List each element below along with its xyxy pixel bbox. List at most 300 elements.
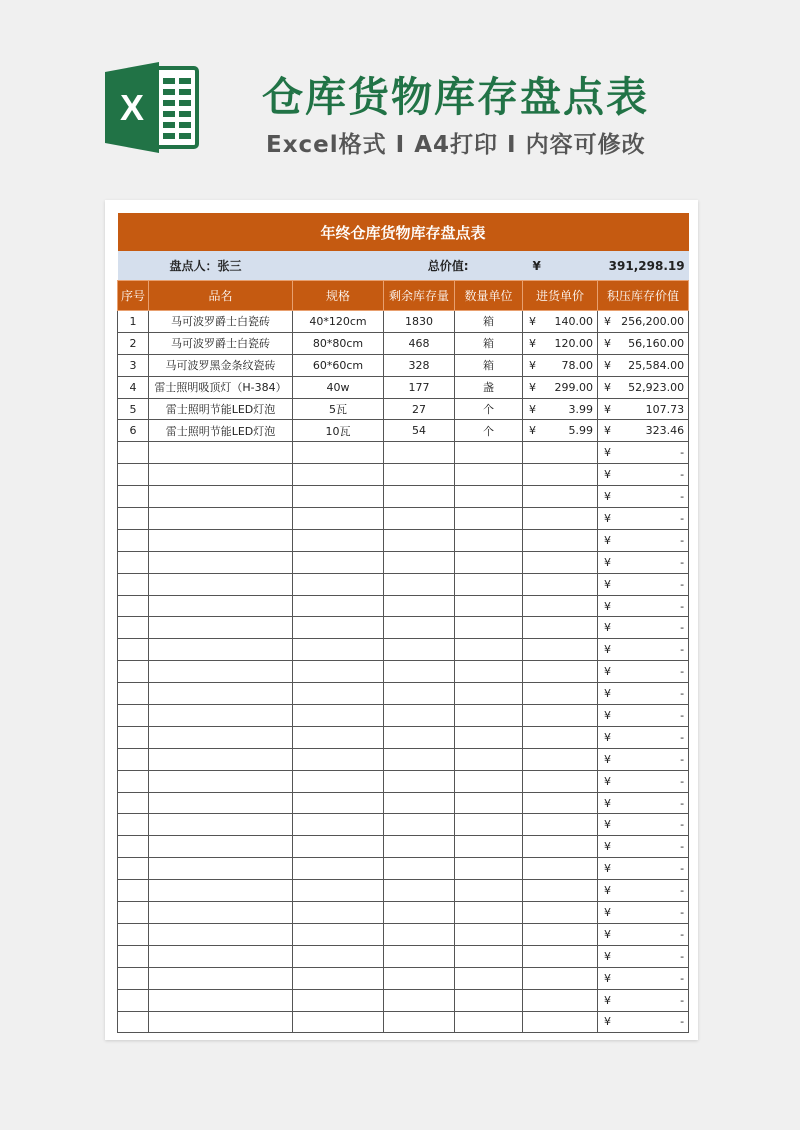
cell-price[interactable] — [523, 1011, 598, 1033]
cell-qty[interactable] — [384, 923, 455, 945]
cell-unit[interactable] — [455, 639, 523, 661]
cell-unit[interactable] — [455, 967, 523, 989]
empty-table-row[interactable] — [118, 967, 689, 989]
cell-spec[interactable] — [293, 617, 384, 639]
cell-name[interactable] — [149, 836, 293, 858]
cell-name[interactable] — [149, 923, 293, 945]
cell-name[interactable] — [149, 770, 293, 792]
cell-name[interactable] — [149, 880, 293, 902]
cell-qty[interactable] — [384, 814, 455, 836]
cell-spec[interactable] — [293, 639, 384, 661]
cell-qty[interactable] — [384, 945, 455, 967]
empty-table-row[interactable] — [118, 880, 689, 902]
cell-no[interactable] — [118, 814, 149, 836]
cell-qty[interactable] — [384, 442, 455, 464]
cell-no[interactable] — [118, 486, 149, 508]
cell-unit[interactable]: 盏 — [455, 376, 523, 398]
cell-price[interactable]: ¥ 120.00 — [523, 332, 598, 354]
cell-no[interactable] — [118, 573, 149, 595]
cell-value[interactable] — [598, 617, 689, 639]
cell-spec[interactable]: 5瓦 — [293, 398, 384, 420]
cell-spec[interactable] — [293, 967, 384, 989]
cell-value[interactable]: ¥ 25,584.00 — [598, 354, 689, 376]
table-row[interactable] — [118, 376, 689, 398]
cell-qty[interactable] — [384, 1011, 455, 1033]
cell-qty[interactable] — [384, 792, 455, 814]
cell-price[interactable] — [523, 508, 598, 530]
cell-unit[interactable] — [455, 442, 523, 464]
cell-name[interactable] — [149, 748, 293, 770]
cell-qty[interactable]: 27 — [384, 398, 455, 420]
empty-value: - — [680, 862, 685, 876]
cell-unit[interactable]: 个 — [455, 398, 523, 420]
cell-unit[interactable] — [455, 792, 523, 814]
empty-value: - — [680, 905, 685, 919]
empty-table-row[interactable] — [118, 442, 689, 464]
cell-price[interactable] — [523, 770, 598, 792]
cell-spec[interactable] — [293, 836, 384, 858]
cell-price[interactable] — [523, 573, 598, 595]
empty-table-row[interactable] — [118, 551, 689, 573]
cell-price[interactable] — [523, 967, 598, 989]
cell-qty[interactable]: 328 — [384, 354, 455, 376]
cell-no[interactable] — [118, 989, 149, 1011]
cell-value[interactable] — [598, 508, 689, 530]
cell-spec[interactable] — [293, 770, 384, 792]
table-row[interactable] — [118, 311, 689, 333]
cell-name[interactable]: 雷士照明节能LED灯泡 — [149, 398, 293, 420]
cell-value[interactable]: ¥ 256,200.00 — [598, 311, 689, 333]
cell-price[interactable] — [523, 551, 598, 573]
cell-unit[interactable] — [455, 814, 523, 836]
currency-sign: ¥ — [604, 774, 611, 788]
cell-spec[interactable] — [293, 464, 384, 486]
empty-table-row[interactable] — [118, 661, 689, 683]
cell-spec[interactable]: 80*80cm — [293, 332, 384, 354]
cell-qty[interactable] — [384, 726, 455, 748]
cell-unit[interactable] — [455, 748, 523, 770]
cell-price[interactable] — [523, 595, 598, 617]
empty-table-row[interactable] — [118, 639, 689, 661]
cell-unit[interactable]: 箱 — [455, 354, 523, 376]
table-row[interactable] — [118, 332, 689, 354]
cell-value[interactable] — [598, 1011, 689, 1033]
cell-qty[interactable] — [384, 967, 455, 989]
cell-unit[interactable] — [455, 529, 523, 551]
cell-value[interactable] — [598, 595, 689, 617]
cell-name[interactable]: 雷士照明节能LED灯泡 — [149, 420, 293, 442]
cell-name[interactable] — [149, 683, 293, 705]
cell-no[interactable] — [118, 639, 149, 661]
empty-table-row[interactable] — [118, 683, 689, 705]
cell-spec[interactable] — [293, 551, 384, 573]
currency-sign: ¥ — [604, 687, 611, 701]
cell-unit[interactable]: 箱 — [455, 311, 523, 333]
cell-no[interactable] — [118, 792, 149, 814]
cell-value[interactable]: ¥ 56,160.00 — [598, 332, 689, 354]
cell-no[interactable] — [118, 661, 149, 683]
cell-spec[interactable] — [293, 661, 384, 683]
cell-unit[interactable] — [455, 464, 523, 486]
cell-spec[interactable] — [293, 595, 384, 617]
cell-price[interactable]: ¥ 299.00 — [523, 376, 598, 398]
empty-table-row[interactable] — [118, 792, 689, 814]
cell-price[interactable]: ¥ 140.00 — [523, 311, 598, 333]
cell-spec[interactable] — [293, 442, 384, 464]
cell-name[interactable] — [149, 814, 293, 836]
cell-unit[interactable] — [455, 508, 523, 530]
empty-table-row[interactable] — [118, 989, 689, 1011]
cell-qty[interactable] — [384, 858, 455, 880]
cell-no[interactable] — [118, 595, 149, 617]
empty-table-row[interactable] — [118, 945, 689, 967]
cell-qty[interactable]: 468 — [384, 332, 455, 354]
column-header: 品名 — [149, 281, 293, 311]
cell-value[interactable] — [598, 880, 689, 902]
cell-spec[interactable] — [293, 923, 384, 945]
cell-price[interactable] — [523, 726, 598, 748]
cell-price[interactable] — [523, 858, 598, 880]
cell-name[interactable] — [149, 442, 293, 464]
cell-unit[interactable] — [455, 683, 523, 705]
column-header: 序号 — [118, 281, 149, 311]
cell-spec[interactable]: 40w — [293, 376, 384, 398]
cell-qty[interactable] — [384, 683, 455, 705]
cell-price[interactable] — [523, 639, 598, 661]
currency-sign: ¥ — [604, 796, 611, 810]
table-row[interactable] — [118, 398, 689, 420]
cell-value[interactable] — [598, 573, 689, 595]
cell-value[interactable] — [598, 464, 689, 486]
cell-qty[interactable] — [384, 661, 455, 683]
cell-unit[interactable] — [455, 1011, 523, 1033]
cell-no[interactable] — [118, 902, 149, 924]
empty-table-row[interactable] — [118, 508, 689, 530]
cell-price[interactable] — [523, 683, 598, 705]
cell-qty[interactable] — [384, 748, 455, 770]
currency-sign: ¥ — [604, 818, 611, 832]
cell-name[interactable]: 马可波罗爵士白瓷砖 — [149, 311, 293, 333]
cell-value[interactable] — [598, 486, 689, 508]
cell-no[interactable]: 6 — [118, 420, 149, 442]
cell-no[interactable] — [118, 705, 149, 727]
empty-table-row[interactable] — [118, 858, 689, 880]
empty-table-row[interactable] — [118, 770, 689, 792]
empty-table-row[interactable] — [118, 573, 689, 595]
cell-spec[interactable] — [293, 529, 384, 551]
cell-name[interactable] — [149, 989, 293, 1011]
cell-spec[interactable] — [293, 989, 384, 1011]
cell-spec[interactable] — [293, 748, 384, 770]
cell-price[interactable] — [523, 945, 598, 967]
cell-price[interactable] — [523, 661, 598, 683]
cell-value[interactable] — [598, 989, 689, 1011]
cell-no[interactable] — [118, 464, 149, 486]
empty-table-row[interactable] — [118, 1011, 689, 1033]
cell-price[interactable] — [523, 705, 598, 727]
cell-price[interactable] — [523, 902, 598, 924]
cell-value[interactable]: ¥ 52,923.00 — [598, 376, 689, 398]
total-label: 总价值: — [384, 251, 523, 281]
cell-value[interactable] — [598, 683, 689, 705]
cell-price[interactable] — [523, 814, 598, 836]
cell-spec[interactable] — [293, 683, 384, 705]
cell-value[interactable] — [598, 967, 689, 989]
empty-table-row[interactable] — [118, 464, 689, 486]
cell-name[interactable] — [149, 595, 293, 617]
cell-unit[interactable] — [455, 836, 523, 858]
cell-spec[interactable]: 60*60cm — [293, 354, 384, 376]
cell-value[interactable] — [598, 661, 689, 683]
currency-sign: ¥ — [604, 927, 611, 941]
cell-spec[interactable]: 10瓦 — [293, 420, 384, 442]
cell-qty[interactable] — [384, 529, 455, 551]
currency-sign: ¥ — [529, 358, 536, 372]
currency-sign: ¥ — [604, 577, 611, 591]
currency-sign: ¥ — [604, 599, 611, 613]
cell-name[interactable] — [149, 508, 293, 530]
cell-unit[interactable] — [455, 595, 523, 617]
cell-spec[interactable] — [293, 486, 384, 508]
cell-price[interactable]: ¥ 3.99 — [523, 398, 598, 420]
cell-no[interactable] — [118, 945, 149, 967]
cell-price[interactable] — [523, 617, 598, 639]
cell-unit[interactable] — [455, 705, 523, 727]
cell-unit[interactable] — [455, 486, 523, 508]
cell-name[interactable] — [149, 464, 293, 486]
cell-unit[interactable]: 个 — [455, 420, 523, 442]
cell-name[interactable] — [149, 617, 293, 639]
cell-qty[interactable] — [384, 617, 455, 639]
cell-qty[interactable] — [384, 595, 455, 617]
cell-value[interactable]: ¥ 107.73 — [598, 398, 689, 420]
cell-no[interactable] — [118, 858, 149, 880]
empty-table-row[interactable] — [118, 902, 689, 924]
cell-unit[interactable] — [455, 661, 523, 683]
cell-spec[interactable] — [293, 705, 384, 727]
cell-spec[interactable] — [293, 1011, 384, 1033]
empty-value: - — [680, 949, 685, 963]
empty-table-row[interactable] — [118, 814, 689, 836]
cell-spec[interactable]: 40*120cm — [293, 311, 384, 333]
cell-spec[interactable] — [293, 880, 384, 902]
cell-no[interactable]: 5 — [118, 398, 149, 420]
table-row[interactable] — [118, 420, 689, 442]
cell-no[interactable] — [118, 967, 149, 989]
cell-unit[interactable] — [455, 945, 523, 967]
cell-name[interactable]: 雷士照明吸顶灯（H-384） — [149, 376, 293, 398]
cell-no[interactable] — [118, 726, 149, 748]
cell-name[interactable] — [149, 726, 293, 748]
cell-spec[interactable] — [293, 902, 384, 924]
empty-value: - — [680, 687, 685, 701]
cell-unit[interactable] — [455, 880, 523, 902]
cell-qty[interactable] — [384, 573, 455, 595]
cell-spec[interactable] — [293, 792, 384, 814]
cell-unit[interactable] — [455, 726, 523, 748]
currency-sign: ¥ — [604, 665, 611, 679]
empty-table-row[interactable] — [118, 486, 689, 508]
cell-price[interactable] — [523, 442, 598, 464]
currency-sign: ¥ — [604, 555, 611, 569]
cell-value[interactable] — [598, 792, 689, 814]
cell-no[interactable]: 3 — [118, 354, 149, 376]
cell-value[interactable]: ¥ 323.46 — [598, 420, 689, 442]
column-header: 进货单价 — [523, 281, 598, 311]
cell-no[interactable] — [118, 748, 149, 770]
cell-price[interactable]: ¥ 5.99 — [523, 420, 598, 442]
cell-price[interactable] — [523, 923, 598, 945]
cell-price[interactable] — [523, 486, 598, 508]
cell-value[interactable] — [598, 551, 689, 573]
cell-name[interactable] — [149, 792, 293, 814]
cell-unit[interactable] — [455, 573, 523, 595]
table-body — [118, 311, 689, 1033]
cell-name[interactable] — [149, 1011, 293, 1033]
cell-value[interactable] — [598, 945, 689, 967]
cell-price[interactable] — [523, 464, 598, 486]
empty-value: - — [680, 665, 685, 679]
cell-qty[interactable]: 54 — [384, 420, 455, 442]
cell-no[interactable] — [118, 880, 149, 902]
cell-unit[interactable] — [455, 902, 523, 924]
empty-table-row[interactable] — [118, 595, 689, 617]
cell-price[interactable] — [523, 836, 598, 858]
cell-unit[interactable] — [455, 770, 523, 792]
cell-qty[interactable] — [384, 464, 455, 486]
cell-unit[interactable] — [455, 551, 523, 573]
cell-qty[interactable] — [384, 486, 455, 508]
cell-value[interactable] — [598, 858, 689, 880]
cell-no[interactable] — [118, 683, 149, 705]
empty-value: - — [680, 621, 685, 635]
cell-qty[interactable] — [384, 639, 455, 661]
cell-value[interactable] — [598, 726, 689, 748]
cell-unit[interactable]: 箱 — [455, 332, 523, 354]
table-row[interactable] — [118, 354, 689, 376]
cell-name[interactable] — [149, 639, 293, 661]
cell-no[interactable] — [118, 836, 149, 858]
cell-name[interactable]: 马可波罗黑金条纹瓷砖 — [149, 354, 293, 376]
cell-value[interactable] — [598, 748, 689, 770]
empty-table-row[interactable] — [118, 836, 689, 858]
cell-qty[interactable] — [384, 880, 455, 902]
empty-table-row[interactable] — [118, 705, 689, 727]
cell-qty[interactable]: 177 — [384, 376, 455, 398]
inventory-table — [117, 213, 689, 1033]
currency-sign: ¥ — [604, 840, 611, 854]
empty-value: - — [680, 884, 685, 898]
cell-spec[interactable] — [293, 508, 384, 530]
empty-value: - — [680, 533, 685, 547]
cell-value[interactable] — [598, 923, 689, 945]
cell-name[interactable] — [149, 661, 293, 683]
cell-no[interactable] — [118, 442, 149, 464]
cell-price[interactable] — [523, 989, 598, 1011]
cell-value[interactable] — [598, 770, 689, 792]
cell-value[interactable] — [598, 442, 689, 464]
currency-sign: ¥ — [529, 314, 536, 328]
cell-qty[interactable] — [384, 705, 455, 727]
cell-value[interactable] — [598, 529, 689, 551]
empty-table-row[interactable] — [118, 923, 689, 945]
cell-spec[interactable] — [293, 814, 384, 836]
cell-value[interactable] — [598, 836, 689, 858]
empty-table-row[interactable] — [118, 726, 689, 748]
cell-name[interactable] — [149, 967, 293, 989]
cell-spec[interactable] — [293, 726, 384, 748]
cell-spec[interactable] — [293, 573, 384, 595]
cell-unit[interactable] — [455, 923, 523, 945]
cell-no[interactable]: 1 — [118, 311, 149, 333]
cell-unit[interactable] — [455, 858, 523, 880]
cell-name[interactable]: 马可波罗爵士白瓷砖 — [149, 332, 293, 354]
empty-table-row[interactable] — [118, 748, 689, 770]
empty-value: - — [680, 774, 685, 788]
currency-sign: ¥ — [604, 905, 611, 919]
cell-no[interactable]: 2 — [118, 332, 149, 354]
empty-table-row[interactable] — [118, 617, 689, 639]
cell-qty[interactable] — [384, 508, 455, 530]
cell-price[interactable] — [523, 529, 598, 551]
cell-no[interactable] — [118, 770, 149, 792]
cell-spec[interactable] — [293, 945, 384, 967]
cell-value[interactable] — [598, 814, 689, 836]
empty-table-row[interactable] — [118, 529, 689, 551]
cell-price[interactable] — [523, 792, 598, 814]
checker-label: 盘点人： — [169, 259, 218, 273]
cell-no[interactable] — [118, 923, 149, 945]
empty-value: - — [680, 927, 685, 941]
cell-no[interactable] — [118, 617, 149, 639]
empty-value: - — [680, 1015, 685, 1029]
cell-value[interactable] — [598, 902, 689, 924]
cell-value[interactable] — [598, 639, 689, 661]
cell-unit[interactable] — [455, 617, 523, 639]
cell-name[interactable] — [149, 551, 293, 573]
cell-no[interactable] — [118, 508, 149, 530]
cell-name[interactable] — [149, 529, 293, 551]
cell-no[interactable] — [118, 551, 149, 573]
cell-qty[interactable] — [384, 989, 455, 1011]
cell-no[interactable]: 4 — [118, 376, 149, 398]
cell-spec[interactable] — [293, 858, 384, 880]
cell-qty[interactable] — [384, 770, 455, 792]
cell-qty[interactable] — [384, 902, 455, 924]
cell-value[interactable] — [598, 705, 689, 727]
currency-sign: ¥ — [604, 621, 611, 635]
cell-name[interactable] — [149, 858, 293, 880]
cell-price[interactable]: ¥ 78.00 — [523, 354, 598, 376]
cell-name[interactable] — [149, 945, 293, 967]
cell-name[interactable] — [149, 705, 293, 727]
empty-value: - — [680, 599, 685, 613]
empty-value: - — [680, 796, 685, 810]
cell-qty[interactable]: 1830 — [384, 311, 455, 333]
cell-name[interactable] — [149, 902, 293, 924]
currency-sign: ¥ — [529, 424, 536, 438]
cell-qty[interactable] — [384, 836, 455, 858]
cell-unit[interactable] — [455, 989, 523, 1011]
cell-no[interactable] — [118, 1011, 149, 1033]
cell-no[interactable] — [118, 529, 149, 551]
cell-qty[interactable] — [384, 551, 455, 573]
cell-price[interactable] — [523, 880, 598, 902]
cell-name[interactable] — [149, 573, 293, 595]
empty-value: - — [680, 577, 685, 591]
cell-name[interactable] — [149, 486, 293, 508]
cell-price[interactable] — [523, 748, 598, 770]
